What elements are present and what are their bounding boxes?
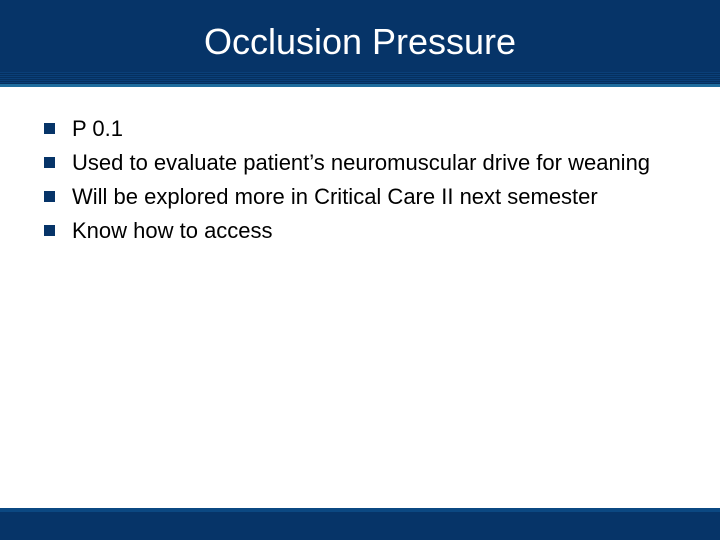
bullet-text: P 0.1	[72, 116, 123, 141]
square-bullet-icon	[44, 123, 55, 134]
bullet-text: Know how to access	[72, 218, 273, 243]
bullet-item	[44, 215, 664, 247]
bullet-text: Used to evaluate patient’s neuromuscular drive for weaning	[72, 150, 651, 175]
bullet-item	[44, 181, 664, 213]
bullet-item	[44, 147, 664, 179]
bullet-list	[44, 113, 664, 249]
square-bullet-icon	[44, 225, 55, 236]
bullet-text: Will be explored more in Critical Care II next semester	[72, 184, 598, 209]
bullet-item	[44, 113, 664, 145]
footer-divider	[0, 508, 720, 512]
title-bar-stripes	[0, 72, 720, 84]
square-bullet-icon	[44, 191, 55, 202]
slide-title: Occlusion Pressure	[203, 21, 517, 62]
footer-bar	[0, 508, 720, 540]
square-bullet-icon	[44, 157, 55, 168]
title-bar-divider	[0, 84, 720, 87]
